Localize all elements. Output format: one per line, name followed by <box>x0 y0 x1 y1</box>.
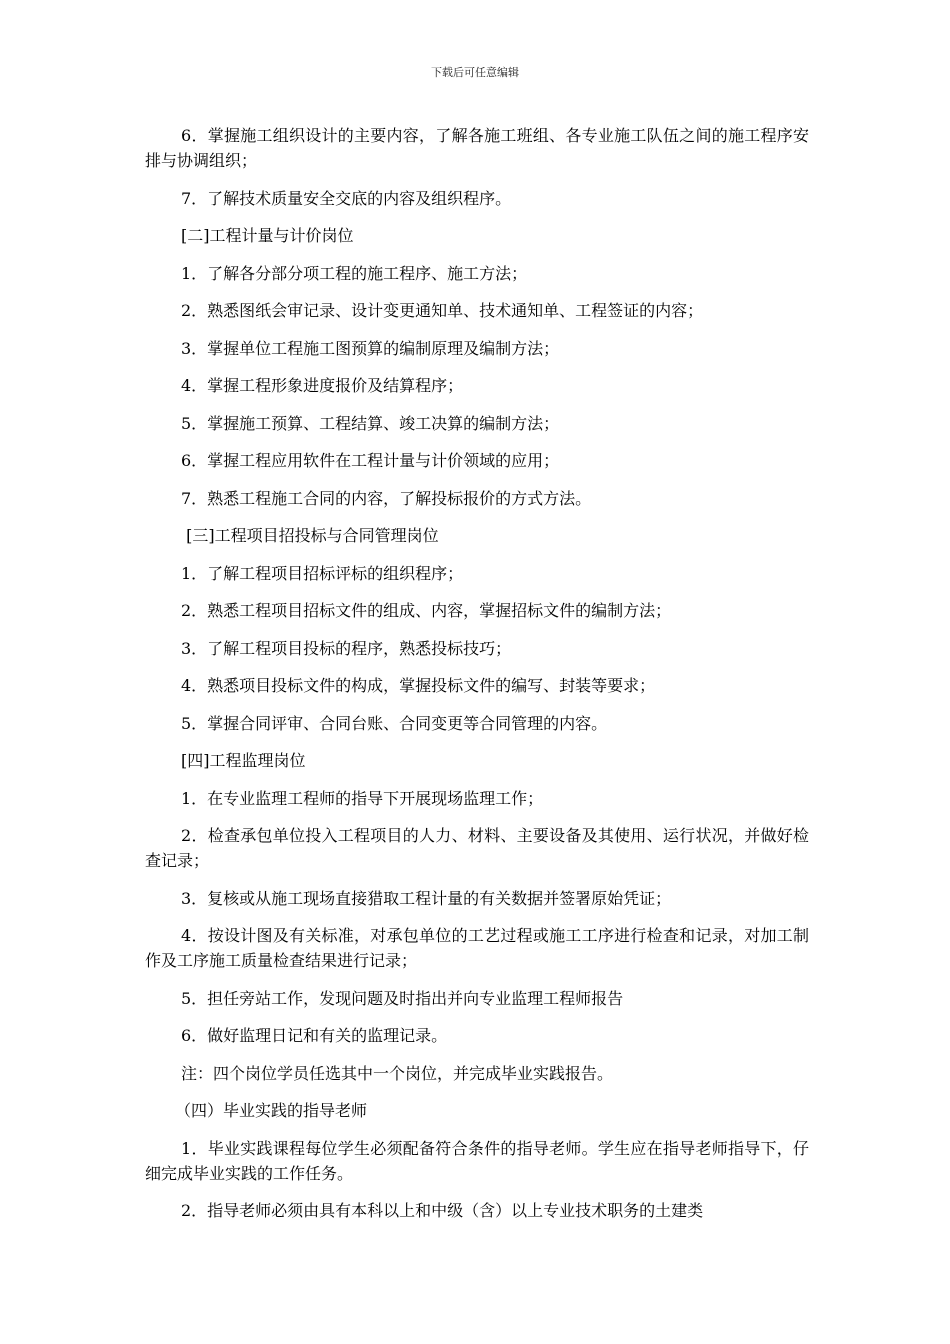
paragraph: 2．熟悉工程项目招标文件的组成、内容，掌握招标文件的编制方法； <box>181 601 672 620</box>
paragraph: 7．了解技术质量安全交底的内容及组织程序。 <box>181 188 512 208</box>
paragraph: 7．熟悉工程施工合同的内容，了解投标报价的方式方法。 <box>181 488 592 508</box>
paragraph: 5．担任旁站工作，发现问题及时指出并向专业监理工程师报告 <box>181 988 624 1008</box>
paragraph: 3．了解工程项目投标的程序，熟悉投标技巧； <box>181 638 512 658</box>
page-header: 下载后可任意编辑 <box>431 66 519 79</box>
section-heading: [四]工程监理岗位 <box>181 751 306 770</box>
paragraph: 6．掌握工程应用软件在工程计量与计价领域的应用； <box>181 451 560 470</box>
section-heading: [二]工程计量与计价岗位 <box>181 226 354 245</box>
paragraph: 3．掌握单位工程施工图预算的编制原理及编制方法； <box>181 338 560 358</box>
paragraph: 1．了解各分部分项工程的施工程序、施工方法； <box>181 263 528 283</box>
section-heading: （四）毕业实践的指导老师 <box>175 1101 368 1120</box>
section-heading: [三]工程项目招投标与合同管理岗位 <box>181 526 439 545</box>
paragraph: 4．按设计图及有关标准，对承包单位的工艺过程或施工工序进行检查和记录，对加工制作及工序施工质量检查结果进行记录； <box>145 926 809 970</box>
paragraph: 6．做好监理日记和有关的监理记录。 <box>181 1026 448 1045</box>
paragraph: 3．复核或从施工现场直接猎取工程计量的有关数据并签署原始凭证； <box>181 888 672 908</box>
paragraph: 1．毕业实践课程每位学生必须配备符合条件的指导老师。学生应在指导老师指导下，仔细完成毕业实践的工作任务。 <box>145 1138 809 1183</box>
paragraph: 4．熟悉项目投标文件的构成，掌握投标文件的编写、封装等要求； <box>181 676 656 695</box>
document-body <box>145 123 809 1236</box>
paragraph: 6．掌握施工组织设计的主要内容，了解各施工班组、各专业施工队伍之间的施工程序安排与协调组织； <box>145 126 809 170</box>
paragraph: 2．熟悉图纸会审记录、设计变更通知单、技术通知单、工程签证的内容； <box>181 301 704 320</box>
note-paragraph: 注：四个岗位学员任选其中一个岗位，并完成毕业实践报告。 <box>181 1063 614 1083</box>
paragraph: 5．掌握合同评审、合同台账、合同变更等合同管理的内容。 <box>181 713 608 733</box>
paragraph: 1．在专业监理工程师的指导下开展现场监理工作； <box>181 788 544 808</box>
paragraph: 2．指导老师必须由具有本科以上和中级（含）以上专业技术职务的土建类 <box>181 1201 704 1220</box>
paragraph: 5．掌握施工预算、工程结算、竣工决算的编制方法； <box>181 413 560 433</box>
paragraph: 4．掌握工程形象进度报价及结算程序； <box>181 376 464 395</box>
paragraph: 1．了解工程项目招标评标的组织程序； <box>181 563 464 583</box>
paragraph: 2．检查承包单位投入工程项目的人力、材料、主要设备及其使用、运行状况，并做好检查记录； <box>145 826 809 870</box>
